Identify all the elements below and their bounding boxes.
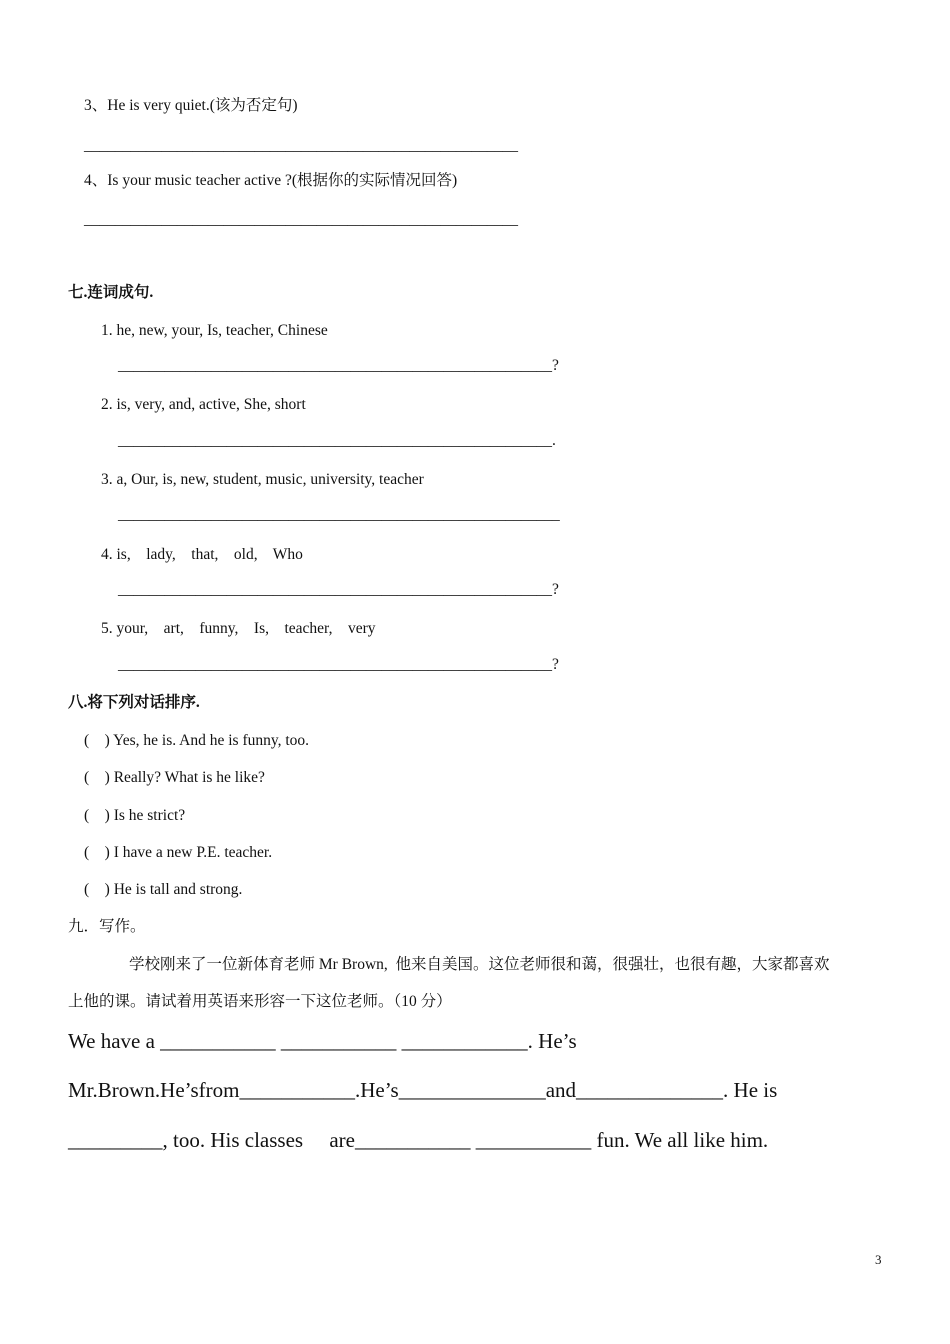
section-7-item-1-answer-line[interactable]: ________________________________________________________? [118,357,559,374]
section-7-item-1-prompt: 1. he, new, your, Is, teacher, Chinese [101,322,328,339]
question-6-4: 4、Is your music teacher active ?(根据你的实际情况回答) [84,172,458,189]
question-6-3: 3、He is very quiet.(该为否定句) [84,97,298,114]
section-7-item-3-answer-line[interactable]: _________________________________________________________ [118,506,560,523]
writing-line-2[interactable]: Mr.Brown.He’sfrom___________.He’s______________and______________. He is [68,1078,778,1102]
dialogue-item-5[interactable]: ( ) He is tall and strong. [84,881,243,898]
writing-line-3[interactable]: _________, too. His classes are___________ ___________ fun. We all like him. [68,1128,769,1152]
section-8-heading: 八.将下列对话排序. [68,694,200,711]
section-7-heading: 七.连词成句. [68,284,154,301]
section-7-item-5-prompt: 5. your, art, funny, Is, teacher, very [101,620,376,637]
section-7-item-2-prompt: 2. is, very, and, active, She, short [101,396,306,413]
section-7-item-5-answer-line[interactable]: ________________________________________________________? [118,656,559,673]
writing-prompt-line-1: 学校刚来了一位新体育老师 Mr Brown, 他来自美国。这位老师很和蔼，很强壮，也很有趣，大家都喜欢 [129,956,830,973]
section-9-heading: 九．写作。 [68,918,146,935]
section-7-item-3-prompt: 3. a, Our, is, new, student, music, university, teacher [101,471,424,488]
writing-prompt-line-2: 上他的课。请试着用英语来形容一下这位老师。（10 分） [68,993,452,1010]
writing-line-1[interactable]: We have a ___________ ___________ ____________. He’s [68,1029,577,1053]
dialogue-item-1[interactable]: ( ) Yes, he is. And he is funny, too. [84,732,310,749]
dialogue-item-3[interactable]: ( ) Is he strict? [84,807,186,824]
answer-line-6-4[interactable]: ________________________________________________________ [84,211,518,228]
answer-line-6-3[interactable]: ________________________________________________________ [84,137,518,154]
section-7-item-4-answer-line[interactable]: ________________________________________________________? [118,581,559,598]
dialogue-item-4[interactable]: ( ) I have a new P.E. teacher. [84,844,273,861]
section-7-item-2-answer-line[interactable]: ________________________________________________________. [118,432,556,449]
section-7-item-4-prompt: 4. is, lady, that, old, Who [101,546,303,563]
dialogue-item-2[interactable]: ( ) Really? What is he like? [84,769,265,786]
page-number: 3 [875,1252,882,1267]
